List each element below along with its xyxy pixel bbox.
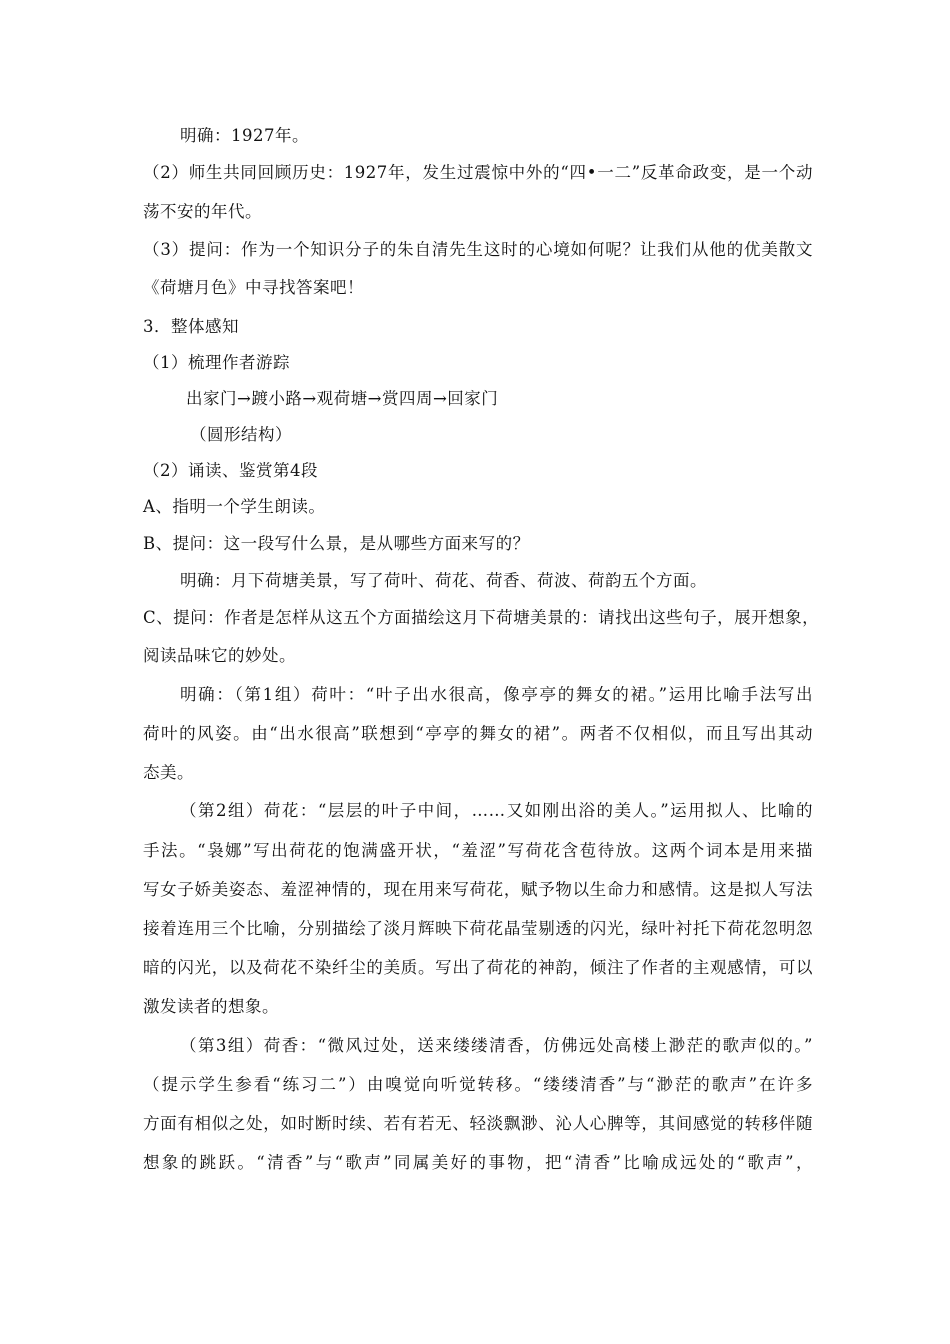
text-line: （3）提问：作为一个知识分子的朱自清先生这时的心境如何呢？让我们从他的优美散文: [143, 240, 813, 259]
text-line: （第3组）荷香：“微风过处，送来缕缕清香，仿佛远处高楼上渺茫的歌声似的。”: [180, 1036, 813, 1055]
text-line: （2）诵读、鉴赏第4段: [143, 461, 318, 480]
text-line: 明确：（第1组）荷叶：“叶子出水很高，像亭亭的舞女的裙。”运用比喻手法写出: [180, 685, 813, 704]
text-line: （提示学生参看“练习二”）由嗅觉向听觉转移。“缕缕清香”与“渺茫的歌声”在许多: [143, 1075, 813, 1094]
text-line: （第2组）荷花：“层层的叶子中间，……又如刚出浴的美人。”运用拟人、比喻的: [180, 801, 813, 820]
text-line: 接着连用三个比喻，分别描绘了淡月辉映下荷花晶莹剔透的闪光，绿叶衬托下荷花忽明忽: [143, 919, 813, 938]
text-line: （2）师生共同回顾历史：1927年，发生过震惊中外的“四•一二”反革命政变，是一个动: [143, 163, 813, 182]
text-line: 荷叶的风姿。由“出水很高”联想到“亭亭的舞女的裙”。两者不仅相似，而且写出其动: [143, 724, 813, 743]
text-line: 激发读者的想象。: [143, 997, 279, 1016]
text-line: A、指明一个学生朗读。: [143, 497, 326, 516]
text-line: 方面有相似之处，如时断时续、若有若无、轻淡飘渺、沁人心脾等，其间感觉的转移伴随: [143, 1114, 813, 1133]
text-line: C、提问：作者是怎样从这五个方面描绘这月下荷塘美景的：请找出这些句子，展开想象，: [143, 608, 820, 627]
text-line: 手法。“袅娜”写出荷花的饱满盛开状，“羞涩”写荷花含苞待放。这两个词本是用来描: [143, 841, 813, 860]
text-line: B、提问：这一段写什么景，是从哪些方面来写的？: [143, 534, 530, 553]
text-line: 写女子娇美姿态、羞涩神情的，现在用来写荷花，赋予物以生命力和感情。这是拟人写法: [143, 880, 813, 899]
text-line: 荡不安的年代。: [143, 202, 262, 221]
text-line: （1）梳理作者游踪: [143, 353, 290, 372]
text-line: 《荷塘月色》中寻找答案吧！: [143, 278, 364, 297]
text-line: （圆形结构）: [190, 425, 292, 444]
text-line: 暗的闪光，以及荷花不染纤尘的美质。写出了荷花的神韵，倾注了作者的主观感情，可以: [143, 958, 813, 977]
text-line: 出家门→踱小路→观荷塘→赏四周→回家门: [186, 389, 499, 408]
text-line: 想象的跳跃。“清香”与“歌声”同属美好的事物，把“清香”比喻成远处的“歌声”，: [143, 1153, 813, 1172]
text-line: 阅读品味它的妙处。: [143, 646, 296, 665]
section-heading: 3．整体感知: [143, 317, 239, 336]
text-line: 明确：1927年。: [180, 126, 309, 145]
text-line: 明确：月下荷塘美景，写了荷叶、荷花、荷香、荷波、荷韵五个方面。: [180, 571, 707, 590]
text-line: 态美。: [143, 763, 194, 782]
